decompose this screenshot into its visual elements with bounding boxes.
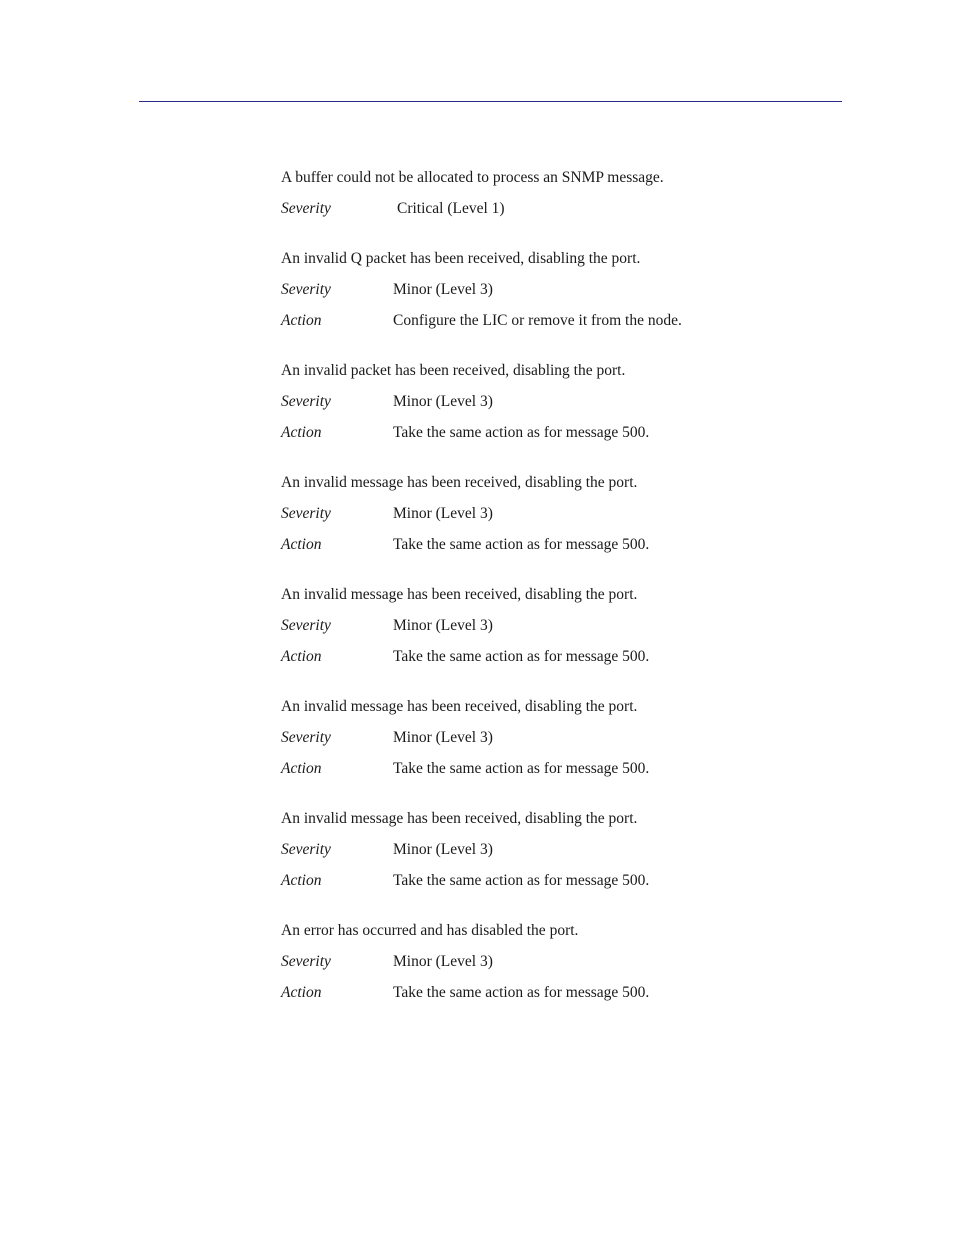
message-entry: [281, 248, 881, 332]
message-description: An invalid Q packet has been received, disabling the port.: [281, 250, 641, 267]
severity-value: Minor (Level 3): [393, 393, 493, 410]
severity-row: [281, 279, 881, 301]
action-value: Configure the LIC or remove it from the node.: [393, 312, 682, 329]
action-label: Action: [281, 536, 322, 553]
severity-row: [281, 951, 881, 973]
action-row: [281, 422, 881, 444]
severity-value: Minor (Level 3): [393, 617, 493, 634]
header-rule: [139, 101, 842, 102]
message-description: An error has occurred and has disabled the port.: [281, 922, 579, 939]
severity-value: Minor (Level 3): [393, 505, 493, 522]
message-entry: [281, 360, 881, 444]
action-value: Take the same action as for message 500.: [393, 760, 650, 777]
message-entry: [281, 584, 881, 668]
message-entry: [281, 920, 881, 1004]
severity-row: [281, 839, 881, 861]
action-value: Take the same action as for message 500.: [393, 872, 650, 889]
severity-value: Minor (Level 3): [393, 841, 493, 858]
action-label: Action: [281, 760, 322, 777]
severity-value: Critical (Level 1): [397, 200, 505, 217]
action-label: Action: [281, 648, 322, 665]
action-label: Action: [281, 984, 322, 1001]
severity-row: [281, 198, 881, 220]
action-row: [281, 534, 881, 556]
severity-row: [281, 615, 881, 637]
severity-label: Severity: [281, 953, 331, 970]
severity-value: Minor (Level 3): [393, 953, 493, 970]
message-entry: [281, 808, 881, 892]
action-row: [281, 870, 881, 892]
message-entry: [281, 472, 881, 556]
action-label: Action: [281, 312, 322, 329]
severity-row: [281, 503, 881, 525]
severity-label: Severity: [281, 505, 331, 522]
severity-label: Severity: [281, 281, 331, 298]
message-description: An invalid message has been received, disabling the port.: [281, 586, 638, 603]
severity-label: Severity: [281, 617, 331, 634]
severity-row: [281, 727, 881, 749]
action-label: Action: [281, 424, 322, 441]
severity-value: Minor (Level 3): [393, 729, 493, 746]
message-description: An invalid message has been received, disabling the port.: [281, 474, 638, 491]
action-label: Action: [281, 872, 322, 889]
message-list: [281, 167, 881, 1032]
action-row: [281, 758, 881, 780]
action-value: Take the same action as for message 500.: [393, 984, 650, 1001]
message-entry: [281, 167, 881, 220]
message-description: An invalid packet has been received, disabling the port.: [281, 362, 626, 379]
message-entry: [281, 696, 881, 780]
action-row: [281, 310, 881, 332]
severity-label: Severity: [281, 393, 331, 410]
message-description: An invalid message has been received, disabling the port.: [281, 698, 638, 715]
severity-label: Severity: [281, 841, 331, 858]
severity-label: Severity: [281, 729, 331, 746]
action-value: Take the same action as for message 500.: [393, 648, 650, 665]
severity-row: [281, 391, 881, 413]
action-row: [281, 646, 881, 668]
message-description: A buffer could not be allocated to process an SNMP message.: [281, 169, 664, 186]
action-row: [281, 982, 881, 1004]
action-value: Take the same action as for message 500.: [393, 536, 650, 553]
severity-label: Severity: [281, 200, 331, 217]
message-description: An invalid message has been received, disabling the port.: [281, 810, 638, 827]
severity-value: Minor (Level 3): [393, 281, 493, 298]
action-value: Take the same action as for message 500.: [393, 424, 650, 441]
